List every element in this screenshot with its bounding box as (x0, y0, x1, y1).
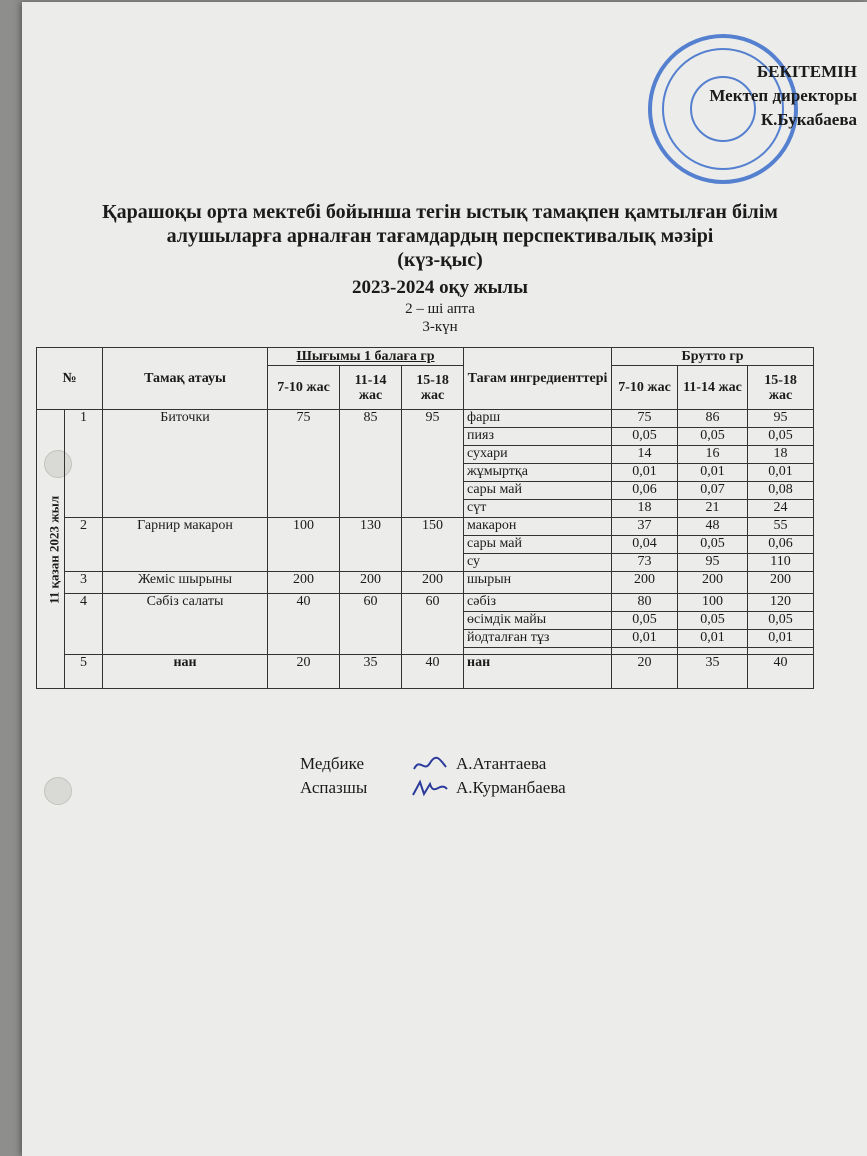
output-15-18: 60 (402, 594, 464, 655)
brutto-7-10: 0,05 (612, 612, 678, 630)
ingredient-name: шырын (464, 572, 612, 594)
output-15-18: 95 (402, 410, 464, 518)
season-label: (күз-қыс) (397, 249, 483, 271)
signature-icon (410, 779, 450, 799)
approval-name: К.Букабаева (760, 110, 857, 129)
brutto-7-10: 37 (612, 518, 678, 536)
brutto-7-10: 75 (612, 410, 678, 428)
table-row (37, 655, 814, 689)
table-row (37, 572, 814, 594)
output-7-10: 20 (268, 655, 340, 689)
output-11-14: 35 (340, 655, 402, 689)
brutto-11-14: 0,05 (678, 428, 748, 446)
brutto-15-18: 0,01 (748, 630, 814, 648)
brutto-7-10: 0,06 (612, 482, 678, 500)
approval-title: БЕКІТЕМІН (756, 62, 857, 81)
header-age-7-10: 7-10 жас (268, 366, 340, 410)
dish-num: 1 (65, 410, 103, 518)
brutto-11-14: 0,01 (678, 630, 748, 648)
brutto-11-14: 16 (678, 446, 748, 464)
output-15-18: 150 (402, 518, 464, 572)
output-11-14: 200 (340, 572, 402, 594)
table-row (37, 594, 814, 612)
brutto-15-18: 0,01 (748, 464, 814, 482)
signature-icon (410, 755, 450, 775)
table-row (37, 518, 814, 536)
cook-role: Аспазшы (300, 778, 368, 797)
output-15-18: 200 (402, 572, 464, 594)
header-output: Шығымы 1 балаға гр (268, 348, 464, 366)
brutto-11-14: 0,05 (678, 612, 748, 630)
ingredient-name: макарон (464, 518, 612, 536)
ingredient-name: йодталған тұз (464, 630, 612, 648)
brutto-11-14: 200 (678, 572, 748, 594)
dish-num: 4 (65, 594, 103, 655)
table-row (37, 410, 814, 428)
brutto-15-18: 40 (748, 655, 814, 689)
brutto-7-10: 0,05 (612, 428, 678, 446)
header-brutto: Брутто гр (612, 348, 814, 366)
output-7-10: 100 (268, 518, 340, 572)
brutto-15-18: 55 (748, 518, 814, 536)
brutto-7-10: 0,01 (612, 464, 678, 482)
ingredient-name: су (464, 554, 612, 572)
header-brutto-age-7-10: 7-10 жас (612, 366, 678, 410)
cook-name: А.Курманбаева (456, 778, 566, 797)
brutto-11-14: 0,05 (678, 536, 748, 554)
brutto-7-10: 0,04 (612, 536, 678, 554)
brutto-11-14: 86 (678, 410, 748, 428)
brutto-15-18: 95 (748, 410, 814, 428)
header-brutto-age-11-14: 11-14 жас (678, 366, 748, 410)
dish-name: Биточки (103, 410, 268, 518)
brutto-11-14: 0,01 (678, 464, 748, 482)
brutto-11-14: 21 (678, 500, 748, 518)
brutto-15-18: 0,05 (748, 428, 814, 446)
ingredient-name: жұмыртқа (464, 464, 612, 482)
empty-cell (612, 648, 678, 655)
document-header (40, 200, 840, 336)
ingredient-name: сүт (464, 500, 612, 518)
empty-cell (748, 648, 814, 655)
punch-hole (44, 777, 72, 805)
cook-signature-row (300, 776, 566, 800)
header-num: № (37, 348, 103, 410)
empty-cell (464, 648, 612, 655)
output-11-14: 130 (340, 518, 402, 572)
dish-name: Жеміс шырыны (103, 572, 268, 594)
brutto-11-14: 35 (678, 655, 748, 689)
header-age-15-18: 15-18 жас (402, 366, 464, 410)
brutto-11-14: 95 (678, 554, 748, 572)
brutto-15-18: 0,06 (748, 536, 814, 554)
signatures-block (300, 752, 566, 800)
ingredient-name: пияз (464, 428, 612, 446)
approval-position: Мектеп директоры (709, 86, 857, 105)
output-11-14: 60 (340, 594, 402, 655)
header-ingredients: Тағам ингредиенттері (464, 348, 612, 410)
dish-name: Гарнир макарон (103, 518, 268, 572)
brutto-7-10: 0,01 (612, 630, 678, 648)
brutto-7-10: 14 (612, 446, 678, 464)
academic-year: 2023-2024 оқу жылы (352, 277, 528, 298)
brutto-15-18: 18 (748, 446, 814, 464)
brutto-15-18: 110 (748, 554, 814, 572)
approval-block (709, 60, 857, 132)
header-dish: Тамақ атауы (103, 348, 268, 410)
brutto-7-10: 20 (612, 655, 678, 689)
output-7-10: 200 (268, 572, 340, 594)
dish-name: нан (103, 655, 268, 689)
ingredient-name: сәбіз (464, 594, 612, 612)
empty-cell (678, 648, 748, 655)
ingredient-name: сухари (464, 446, 612, 464)
title-line-1: Қарашоқы орта мектебі бойынша тегін ыстық тамақпен қамтылған білім (102, 201, 778, 223)
brutto-15-18: 0,08 (748, 482, 814, 500)
ingredient-name: өсімдік майы (464, 612, 612, 630)
brutto-7-10: 73 (612, 554, 678, 572)
ingredient-name: сары май (464, 482, 612, 500)
brutto-7-10: 18 (612, 500, 678, 518)
output-7-10: 40 (268, 594, 340, 655)
ingredient-name: сары май (464, 536, 612, 554)
nurse-signature-row (300, 752, 566, 776)
nurse-role: Медбике (300, 754, 364, 773)
output-11-14: 85 (340, 410, 402, 518)
brutto-15-18: 120 (748, 594, 814, 612)
nurse-name: А.Атантаева (456, 754, 547, 773)
brutto-11-14: 100 (678, 594, 748, 612)
dish-name: Сәбіз салаты (103, 594, 268, 655)
ingredient-name: нан (464, 655, 612, 689)
header-age-11-14: 11-14 жас (340, 366, 402, 410)
date-cell: 11 қазан 2023 жыл (37, 410, 65, 689)
brutto-11-14: 48 (678, 518, 748, 536)
menu-table (36, 347, 814, 689)
header-brutto-age-15-18: 15-18 жас (748, 366, 814, 410)
brutto-15-18: 0,05 (748, 612, 814, 630)
week-label: 2 – ші апта (405, 301, 475, 317)
day-label: 3-күн (422, 319, 458, 335)
dish-num: 2 (65, 518, 103, 572)
ingredient-name: фарш (464, 410, 612, 428)
brutto-15-18: 24 (748, 500, 814, 518)
dish-num: 5 (65, 655, 103, 689)
brutto-11-14: 0,07 (678, 482, 748, 500)
dish-num: 3 (65, 572, 103, 594)
brutto-15-18: 200 (748, 572, 814, 594)
title-line-2: алушыларға арналған тағамдардың перспективалық мәзірі (166, 225, 714, 247)
brutto-7-10: 200 (612, 572, 678, 594)
brutto-7-10: 80 (612, 594, 678, 612)
output-15-18: 40 (402, 655, 464, 689)
output-7-10: 75 (268, 410, 340, 518)
